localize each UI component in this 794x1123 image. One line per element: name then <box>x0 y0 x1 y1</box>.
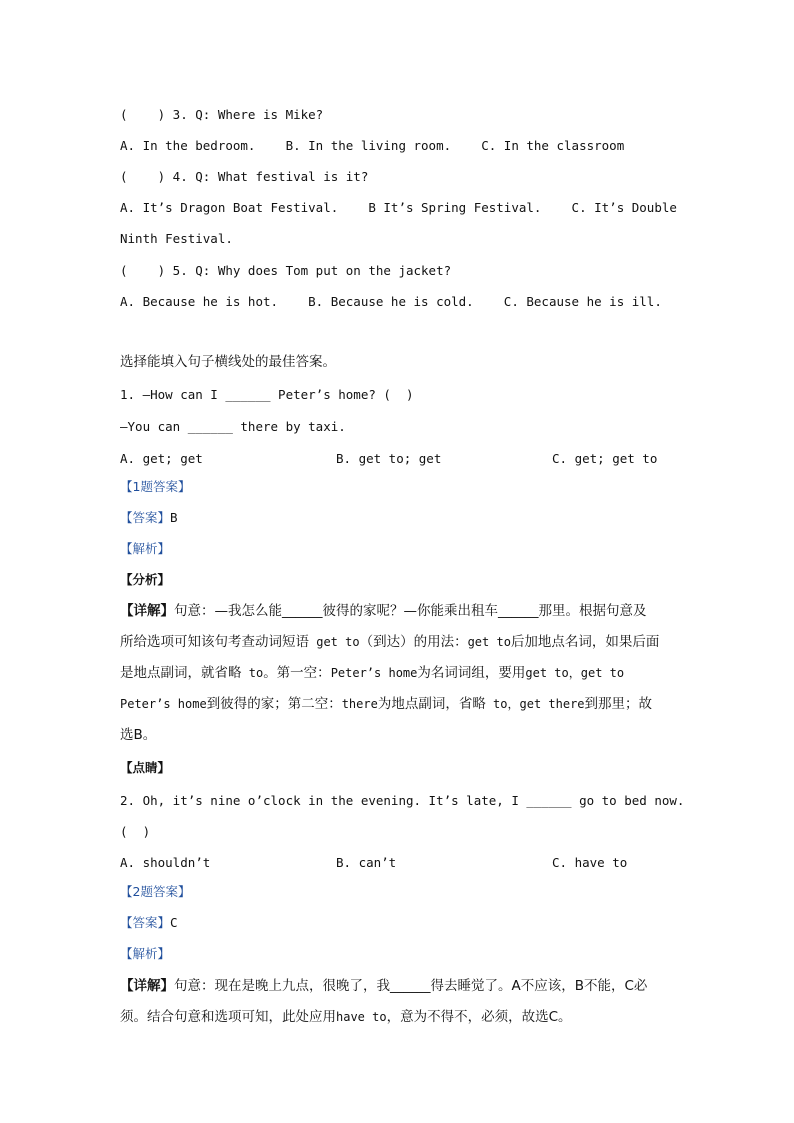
answer-tag: 【答案】 <box>120 915 171 930</box>
question-4-options: A. It’s Dragon Boat Festival. B It’s Spring Festival. C. It’s Double <box>120 200 677 215</box>
item-1-question-reply: —You can ______ there by taxi. <box>120 419 346 434</box>
answer-tag: 【答案】 <box>120 510 171 525</box>
detail-tag: 【详解】 <box>120 603 174 619</box>
question-5-options: A. Because he is hot. B. Because he is cold. C. Because he is ill. <box>120 294 662 309</box>
section-instruction: 选择能填入句子横线处的最佳答案。 <box>120 354 336 370</box>
item-1-dianjing-tag: 【点睛】 <box>120 760 171 775</box>
item-2-answer-title: 【2题答案】 <box>120 884 191 899</box>
detail-line-2: 须。结合句意和选项可知，此处应用have to，意为不得不，必须，故选C。 <box>120 1009 572 1025</box>
item-1-answer-title: 【1题答案】 <box>120 479 191 494</box>
item-2-detail <box>120 971 676 1033</box>
item-1-detail <box>120 596 676 751</box>
item-2-answer <box>120 914 178 932</box>
detail-line-1: 【详解】句意：现在是晚上九点，很晚了，我______得去睡觉了。A不应该，B不能，C必 <box>120 978 648 994</box>
item-1-question: 1. —How can I ______ Peter’s home? ( ) <box>120 387 414 402</box>
question-3: ( ) 3. Q: Where is Mike? <box>120 107 324 122</box>
detail-line-4: Peter’s home到彼得的家；第二空：there为地点副词，省略 to，get there到那里；故 <box>120 696 653 712</box>
item-2-analysis-tag: 【解析】 <box>120 946 171 961</box>
item-1-answer <box>120 509 178 527</box>
item-1-option-c: C. get; get to <box>552 451 658 466</box>
answer-value: C <box>170 915 178 930</box>
item-2-option-a: A. shouldn’t <box>120 855 211 870</box>
question-4: ( ) 4. Q: What festival is it? <box>120 169 369 184</box>
item-1-fenxi-tag: 【分析】 <box>120 572 171 587</box>
item-2-option-c: C. have to <box>552 855 628 870</box>
item-2-question: 2. Oh, it’s nine o’clock in the evening. It’s late, I ______ go to bed now. <box>120 793 685 808</box>
item-2-question-paren: ( ) <box>120 824 151 839</box>
item-1-analysis-tag: 【解析】 <box>120 541 171 556</box>
detail-line-2: 所给选项可知该句考查动词短语 get to（到达）的用法：get to后加地点名词，如果后面 <box>120 634 660 650</box>
question-5: ( ) 5. Q: Why does Tom put on the jacket? <box>120 263 452 278</box>
item-1-option-b: B. get to; get <box>336 451 442 466</box>
detail-line-5: 选B。 <box>120 727 157 743</box>
question-3-options: A. In the bedroom. B. In the living room. C. In the classroom <box>120 138 625 153</box>
item-1-option-a: A. get; get <box>120 451 203 466</box>
detail-tag: 【详解】 <box>120 978 174 994</box>
answer-value: B <box>170 510 178 525</box>
question-4-options-cont: Ninth Festival. <box>120 231 233 246</box>
detail-line-3: 是地点副词，就省略 to。第一空：Peter’s home为名词词组，要用get to，get to <box>120 665 625 681</box>
detail-line-1: 【详解】句意：—我怎么能______彼得的家呢？—你能乘出租车______那里。根据句意及 <box>120 603 647 619</box>
item-2-option-b: B. can’t <box>336 855 397 870</box>
